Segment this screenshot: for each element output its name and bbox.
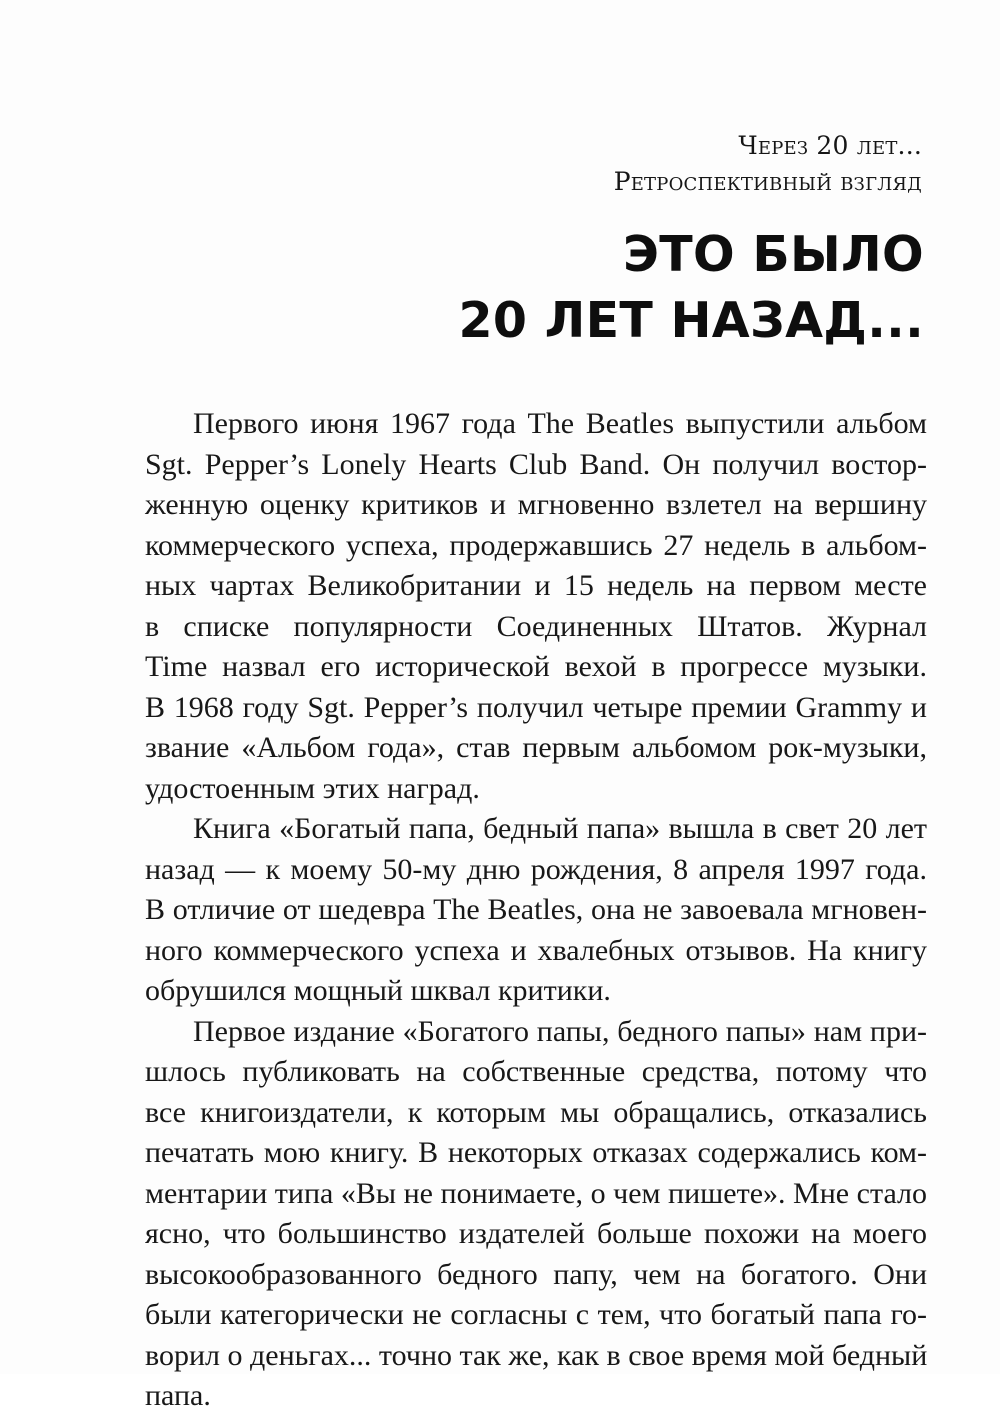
body-text bbox=[97, 404, 927, 1417]
chapter-kicker bbox=[614, 128, 922, 200]
text-line: ментарии типа «Вы не понимаете, о чем пишете». Мне стало bbox=[145, 1176, 927, 1210]
text-line: удостоенным этих наград. bbox=[145, 771, 480, 805]
text-line: Time назвал его исторической вехой в прогрессе музыки. bbox=[145, 650, 927, 683]
title-line-1: ЭТО БЫЛО bbox=[623, 226, 924, 283]
text-line: Первое издание «Богатого папы, бедного папы» нам при- bbox=[193, 1014, 927, 1048]
text-line: высокообразованного бедного папу, чем на богатого. Они bbox=[145, 1257, 927, 1291]
text-line: шлось публиковать на собственные средства, потому что bbox=[145, 1055, 927, 1088]
text-line: Книга «Богатый папа, бедный папа» вышла в свет 20 лет bbox=[193, 812, 927, 845]
text-line: Sgt. Pepper’s Lonely Hearts Club Band. Он получил востор- bbox=[145, 447, 927, 481]
text-line: ясно, что большинство издателей больше похожи на моего bbox=[145, 1217, 927, 1250]
paragraph-1 bbox=[97, 404, 927, 809]
text-line: в списке популярности Соединенных Штатов. Журнал bbox=[145, 609, 927, 643]
text-line: Первого июня 1967 года The Beatles выпустили альбом bbox=[193, 407, 927, 440]
chapter-title bbox=[458, 222, 924, 354]
kicker-line-1: Через 20 лет... bbox=[738, 131, 922, 160]
paragraph-2 bbox=[97, 809, 927, 1012]
text-line: были категорически не согласны с тем, что богатый папа го- bbox=[145, 1298, 927, 1331]
text-line: коммерческого успеха, продержавшись 27 недель в альбом- bbox=[145, 528, 927, 562]
text-line: печатать мою книгу. В некоторых отказах содержались ком- bbox=[145, 1136, 927, 1169]
text-line: В отличие от шедевра The Beatles, она не завоевала мгновен- bbox=[145, 893, 927, 926]
text-line: ного коммерческого успеха и хвалебных отзывов. На книгу bbox=[145, 933, 927, 967]
kicker-line-2: Ретроспективный взгляд bbox=[613, 167, 922, 196]
title-line-2: 20 ЛЕТ НАЗАД... bbox=[458, 292, 924, 349]
text-line: папа. bbox=[145, 1379, 211, 1412]
text-line: женную оценку критиков и мгновенно взлетел на вершину bbox=[145, 488, 927, 521]
text-line: ворил о деньгах... точно так же, как в свое время мой бедный bbox=[145, 1338, 928, 1372]
text-line: ных чартах Великобритании и 15 недель на первом месте bbox=[145, 569, 927, 602]
text-line: все книгоиздатели, к которым мы обращались, отказались bbox=[145, 1095, 927, 1129]
text-line: обрушился мощный шквал критики. bbox=[145, 974, 611, 1007]
text-line: звание «Альбом года», став первым альбомом рок-музыки, bbox=[145, 731, 927, 764]
text-line: назад — к моему 50-му дню рождения, 8 апреля 1997 года. bbox=[145, 852, 927, 886]
paragraph-3 bbox=[97, 1012, 927, 1417]
text-line: В 1968 году Sgt. Pepper’s получил четыре премии Grammy и bbox=[145, 690, 927, 724]
